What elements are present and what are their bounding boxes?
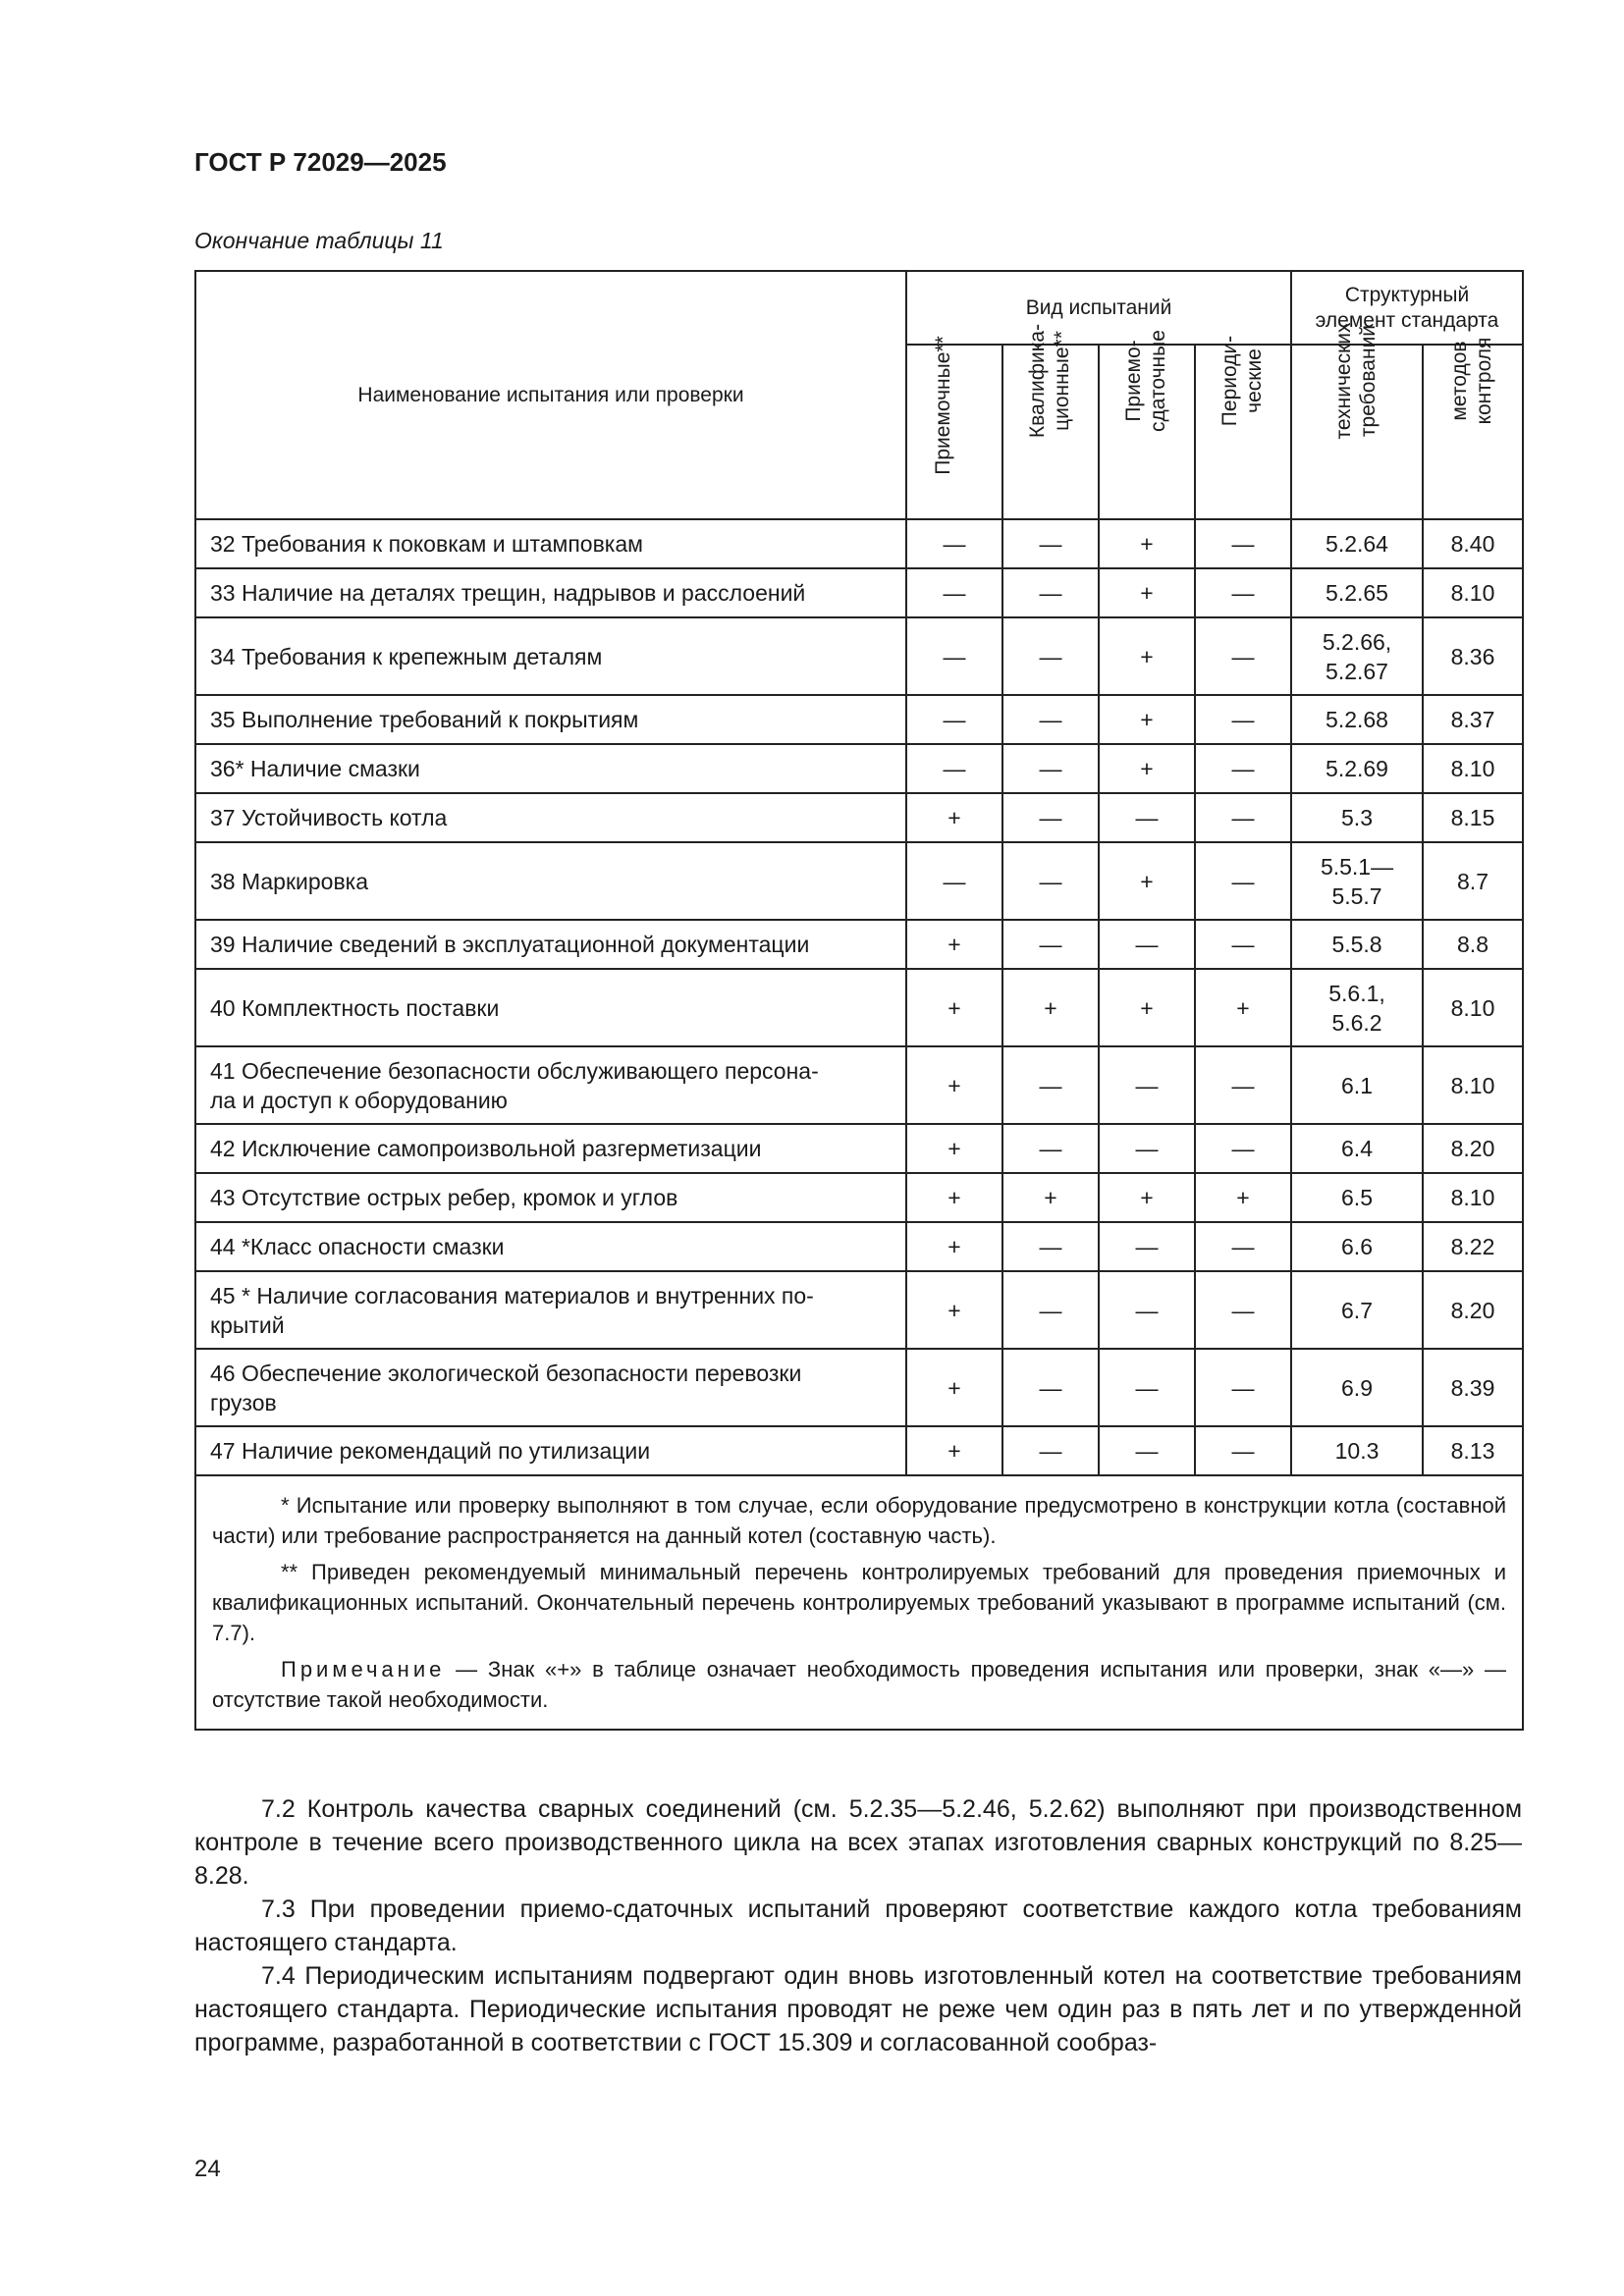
row-periodic: — bbox=[1195, 1124, 1291, 1173]
row-control-method: 8.10 bbox=[1423, 568, 1523, 617]
row-qualification: — bbox=[1002, 842, 1099, 920]
table-row bbox=[195, 1124, 1523, 1173]
table-notes bbox=[195, 1475, 1523, 1730]
row-tech-requirement: 5.2.69 bbox=[1291, 744, 1423, 793]
row-periodic: + bbox=[1195, 969, 1291, 1046]
note-label: Примечание bbox=[281, 1657, 446, 1682]
row-acceptance: — bbox=[906, 617, 1002, 695]
table-row bbox=[195, 519, 1523, 568]
row-tech-requirement: 5.3 bbox=[1291, 793, 1423, 842]
row-acceptance: + bbox=[906, 1046, 1002, 1124]
row-acceptance: + bbox=[906, 920, 1002, 969]
row-periodic: — bbox=[1195, 1222, 1291, 1271]
paragraph-7-2: 7.2 Контроль качества сварных соединений (см. 5.2.35—5.2.46, 5.2.62) выполняют при производственном контроле в течение всего производственного цикла на всех этапах изготовления сварных конструкций по 8.25—8.28. bbox=[194, 1795, 1522, 1890]
row-tech-requirement: 6.4 bbox=[1291, 1124, 1423, 1173]
row-periodic: — bbox=[1195, 1046, 1291, 1124]
row-qualification: — bbox=[1002, 617, 1099, 695]
row-control-method: 8.13 bbox=[1423, 1426, 1523, 1475]
row-control-method: 8.40 bbox=[1423, 519, 1523, 568]
table-row bbox=[195, 969, 1523, 1046]
row-name: 32 Требования к поковкам и штамповкам bbox=[195, 519, 906, 568]
row-qualification: — bbox=[1002, 793, 1099, 842]
row-qualification: — bbox=[1002, 568, 1099, 617]
row-control-method: 8.7 bbox=[1423, 842, 1523, 920]
row-name: 36* Наличие смазки bbox=[195, 744, 906, 793]
row-qualification: — bbox=[1002, 1046, 1099, 1124]
row-qualification: + bbox=[1002, 969, 1099, 1046]
row-delivery: + bbox=[1099, 1173, 1195, 1222]
row-control-method: 8.37 bbox=[1423, 695, 1523, 744]
row-control-method: 8.22 bbox=[1423, 1222, 1523, 1271]
header-test-name: Наименование испытания или проверки bbox=[195, 271, 906, 519]
row-delivery: + bbox=[1099, 695, 1195, 744]
row-periodic: — bbox=[1195, 744, 1291, 793]
row-acceptance: + bbox=[906, 1173, 1002, 1222]
table-row bbox=[195, 842, 1523, 920]
row-tech-requirement: 5.2.68 bbox=[1291, 695, 1423, 744]
row-name: 44 *Класс опасности смазки bbox=[195, 1222, 906, 1271]
row-name: 40 Комплектность поставки bbox=[195, 969, 906, 1046]
row-periodic: — bbox=[1195, 1426, 1291, 1475]
row-tech-requirement: 6.9 bbox=[1291, 1349, 1423, 1426]
row-name: 47 Наличие рекомендаций по утилизации bbox=[195, 1426, 906, 1475]
row-control-method: 8.20 bbox=[1423, 1271, 1523, 1349]
table-caption: Окончание таблицы 11 bbox=[194, 228, 444, 253]
row-tech-requirement: 5.2.64 bbox=[1291, 519, 1423, 568]
table-row bbox=[195, 1173, 1523, 1222]
row-delivery: — bbox=[1099, 1271, 1195, 1349]
row-periodic: — bbox=[1195, 1349, 1291, 1426]
row-acceptance: — bbox=[906, 744, 1002, 793]
row-name: 37 Устойчивость котла bbox=[195, 793, 906, 842]
row-delivery: — bbox=[1099, 793, 1195, 842]
row-acceptance: + bbox=[906, 793, 1002, 842]
row-qualification: — bbox=[1002, 920, 1099, 969]
row-control-method: 8.10 bbox=[1423, 969, 1523, 1046]
row-delivery: — bbox=[1099, 1046, 1195, 1124]
note-2: ** Приведен рекомендуемый минимальный перечень контролируемых требований для проведения приемочных и квалификационных испытаний. Окончательный перечень контролируемых требований указывают в программе испытаний (см. 7.7). bbox=[212, 1560, 1507, 1645]
row-periodic: + bbox=[1195, 1173, 1291, 1222]
row-acceptance: + bbox=[906, 969, 1002, 1046]
table-row bbox=[195, 793, 1523, 842]
row-periodic: — bbox=[1195, 519, 1291, 568]
table-row bbox=[195, 617, 1523, 695]
row-delivery: — bbox=[1099, 1222, 1195, 1271]
row-name: 43 Отсутствие острых ребер, кромок и углов bbox=[195, 1173, 906, 1222]
note-3: Примечание — Знак «+» в таблице означает необходимость проведения испытания или проверки, знак «—» — отсутствие такой необходимости. bbox=[212, 1657, 1507, 1712]
table-row bbox=[195, 1426, 1523, 1475]
row-tech-requirement: 6.7 bbox=[1291, 1271, 1423, 1349]
header-test-types: Вид испытаний bbox=[906, 271, 1291, 345]
row-delivery: + bbox=[1099, 969, 1195, 1046]
row-tech-requirement: 6.5 bbox=[1291, 1173, 1423, 1222]
row-control-method: 8.39 bbox=[1423, 1349, 1523, 1426]
row-tech-requirement: 5.2.65 bbox=[1291, 568, 1423, 617]
row-acceptance: — bbox=[906, 568, 1002, 617]
row-qualification: — bbox=[1002, 695, 1099, 744]
row-qualification: — bbox=[1002, 1124, 1099, 1173]
paragraph-7-4: 7.4 Периодическим испытаниям подвергают один вновь изготовленный котел на соответствие требованиям настоящего стандарта. Периодические испытания проводят не реже чем один раз в пять лет и по утвержденной программе, разработанной в соответствии с ГОСТ 15.309 и согласованной сообраз- bbox=[194, 1962, 1522, 2056]
row-delivery: + bbox=[1099, 519, 1195, 568]
row-qualification: — bbox=[1002, 1349, 1099, 1426]
table-row bbox=[195, 568, 1523, 617]
row-delivery: + bbox=[1099, 568, 1195, 617]
table-row bbox=[195, 920, 1523, 969]
row-delivery: — bbox=[1099, 1426, 1195, 1475]
document-title: ГОСТ Р 72029—2025 bbox=[194, 147, 447, 177]
row-tech-requirement: 5.5.8 bbox=[1291, 920, 1423, 969]
row-name: 41 Обеспечение безопасности обслуживающего персона- ла и доступ к оборудованию bbox=[195, 1046, 906, 1124]
header-tech-requirements: технических требований bbox=[1291, 345, 1423, 519]
row-acceptance: + bbox=[906, 1271, 1002, 1349]
row-periodic: — bbox=[1195, 617, 1291, 695]
row-delivery: — bbox=[1099, 1124, 1195, 1173]
row-qualification: — bbox=[1002, 744, 1099, 793]
row-acceptance: — bbox=[906, 842, 1002, 920]
row-qualification: — bbox=[1002, 1271, 1099, 1349]
row-acceptance: + bbox=[906, 1222, 1002, 1271]
row-qualification: — bbox=[1002, 1426, 1099, 1475]
row-periodic: — bbox=[1195, 842, 1291, 920]
row-periodic: — bbox=[1195, 568, 1291, 617]
row-control-method: 8.20 bbox=[1423, 1124, 1523, 1173]
header-acceptance: Приемочные** bbox=[906, 345, 1002, 519]
row-name: 39 Наличие сведений в эксплуатационной документации bbox=[195, 920, 906, 969]
row-delivery: + bbox=[1099, 842, 1195, 920]
row-periodic: — bbox=[1195, 695, 1291, 744]
row-periodic: — bbox=[1195, 920, 1291, 969]
row-acceptance: — bbox=[906, 695, 1002, 744]
table-row bbox=[195, 744, 1523, 793]
row-tech-requirement: 5.5.1— 5.5.7 bbox=[1291, 842, 1423, 920]
note-1: * Испытание или проверку выполняют в том случае, если оборудование предусмотрено в конструкции котла (составной части) или требование распространяется на данный котел (составную часть). bbox=[212, 1493, 1507, 1548]
row-periodic: — bbox=[1195, 793, 1291, 842]
row-control-method: 8.15 bbox=[1423, 793, 1523, 842]
header-qualification: Квалифика- ционные** bbox=[1002, 345, 1099, 519]
table-row bbox=[195, 1271, 1523, 1349]
row-qualification: — bbox=[1002, 1222, 1099, 1271]
row-name: 45 * Наличие согласования материалов и внутренних по- крытий bbox=[195, 1271, 906, 1349]
row-name: 33 Наличие на деталях трещин, надрывов и расслоений bbox=[195, 568, 906, 617]
row-acceptance: + bbox=[906, 1124, 1002, 1173]
table-row bbox=[195, 1349, 1523, 1426]
row-acceptance: + bbox=[906, 1349, 1002, 1426]
table-row bbox=[195, 1222, 1523, 1271]
table-body bbox=[195, 519, 1523, 1475]
row-delivery: + bbox=[1099, 617, 1195, 695]
body-text bbox=[194, 1792, 1522, 2059]
row-name: 42 Исключение самопроизвольной разгерметизации bbox=[195, 1124, 906, 1173]
row-delivery: — bbox=[1099, 920, 1195, 969]
row-acceptance: — bbox=[906, 519, 1002, 568]
row-tech-requirement: 6.1 bbox=[1291, 1046, 1423, 1124]
row-acceptance: + bbox=[906, 1426, 1002, 1475]
row-control-method: 8.10 bbox=[1423, 1046, 1523, 1124]
page-number: 24 bbox=[194, 2156, 221, 2182]
row-tech-requirement: 10.3 bbox=[1291, 1426, 1423, 1475]
tests-table bbox=[194, 270, 1524, 1731]
row-delivery: — bbox=[1099, 1349, 1195, 1426]
row-delivery: + bbox=[1099, 744, 1195, 793]
row-name: 34 Требования к крепежным деталям bbox=[195, 617, 906, 695]
table-row bbox=[195, 1046, 1523, 1124]
row-periodic: — bbox=[1195, 1271, 1291, 1349]
row-control-method: 8.8 bbox=[1423, 920, 1523, 969]
row-name: 38 Маркировка bbox=[195, 842, 906, 920]
header-control-methods: методов контроля bbox=[1423, 345, 1523, 519]
paragraph-7-3: 7.3 При проведении приемо-сдаточных испытаний проверяют соответствие каждого котла требованиям настоящего стандарта. bbox=[194, 1896, 1522, 1956]
row-tech-requirement: 5.2.66, 5.2.67 bbox=[1291, 617, 1423, 695]
row-control-method: 8.10 bbox=[1423, 744, 1523, 793]
header-periodic: Периоди- ческие bbox=[1195, 345, 1291, 519]
row-name: 35 Выполнение требований к покрытиям bbox=[195, 695, 906, 744]
header-delivery: Приемо- сдаточные bbox=[1099, 345, 1195, 519]
row-tech-requirement: 5.6.1, 5.6.2 bbox=[1291, 969, 1423, 1046]
row-name: 46 Обеспечение экологической безопасности перевозки грузов bbox=[195, 1349, 906, 1426]
row-qualification: + bbox=[1002, 1173, 1099, 1222]
table-row bbox=[195, 695, 1523, 744]
row-control-method: 8.36 bbox=[1423, 617, 1523, 695]
row-tech-requirement: 6.6 bbox=[1291, 1222, 1423, 1271]
header-structural-element: Структурный элемент стандарта bbox=[1291, 271, 1523, 345]
row-qualification: — bbox=[1002, 519, 1099, 568]
row-control-method: 8.10 bbox=[1423, 1173, 1523, 1222]
